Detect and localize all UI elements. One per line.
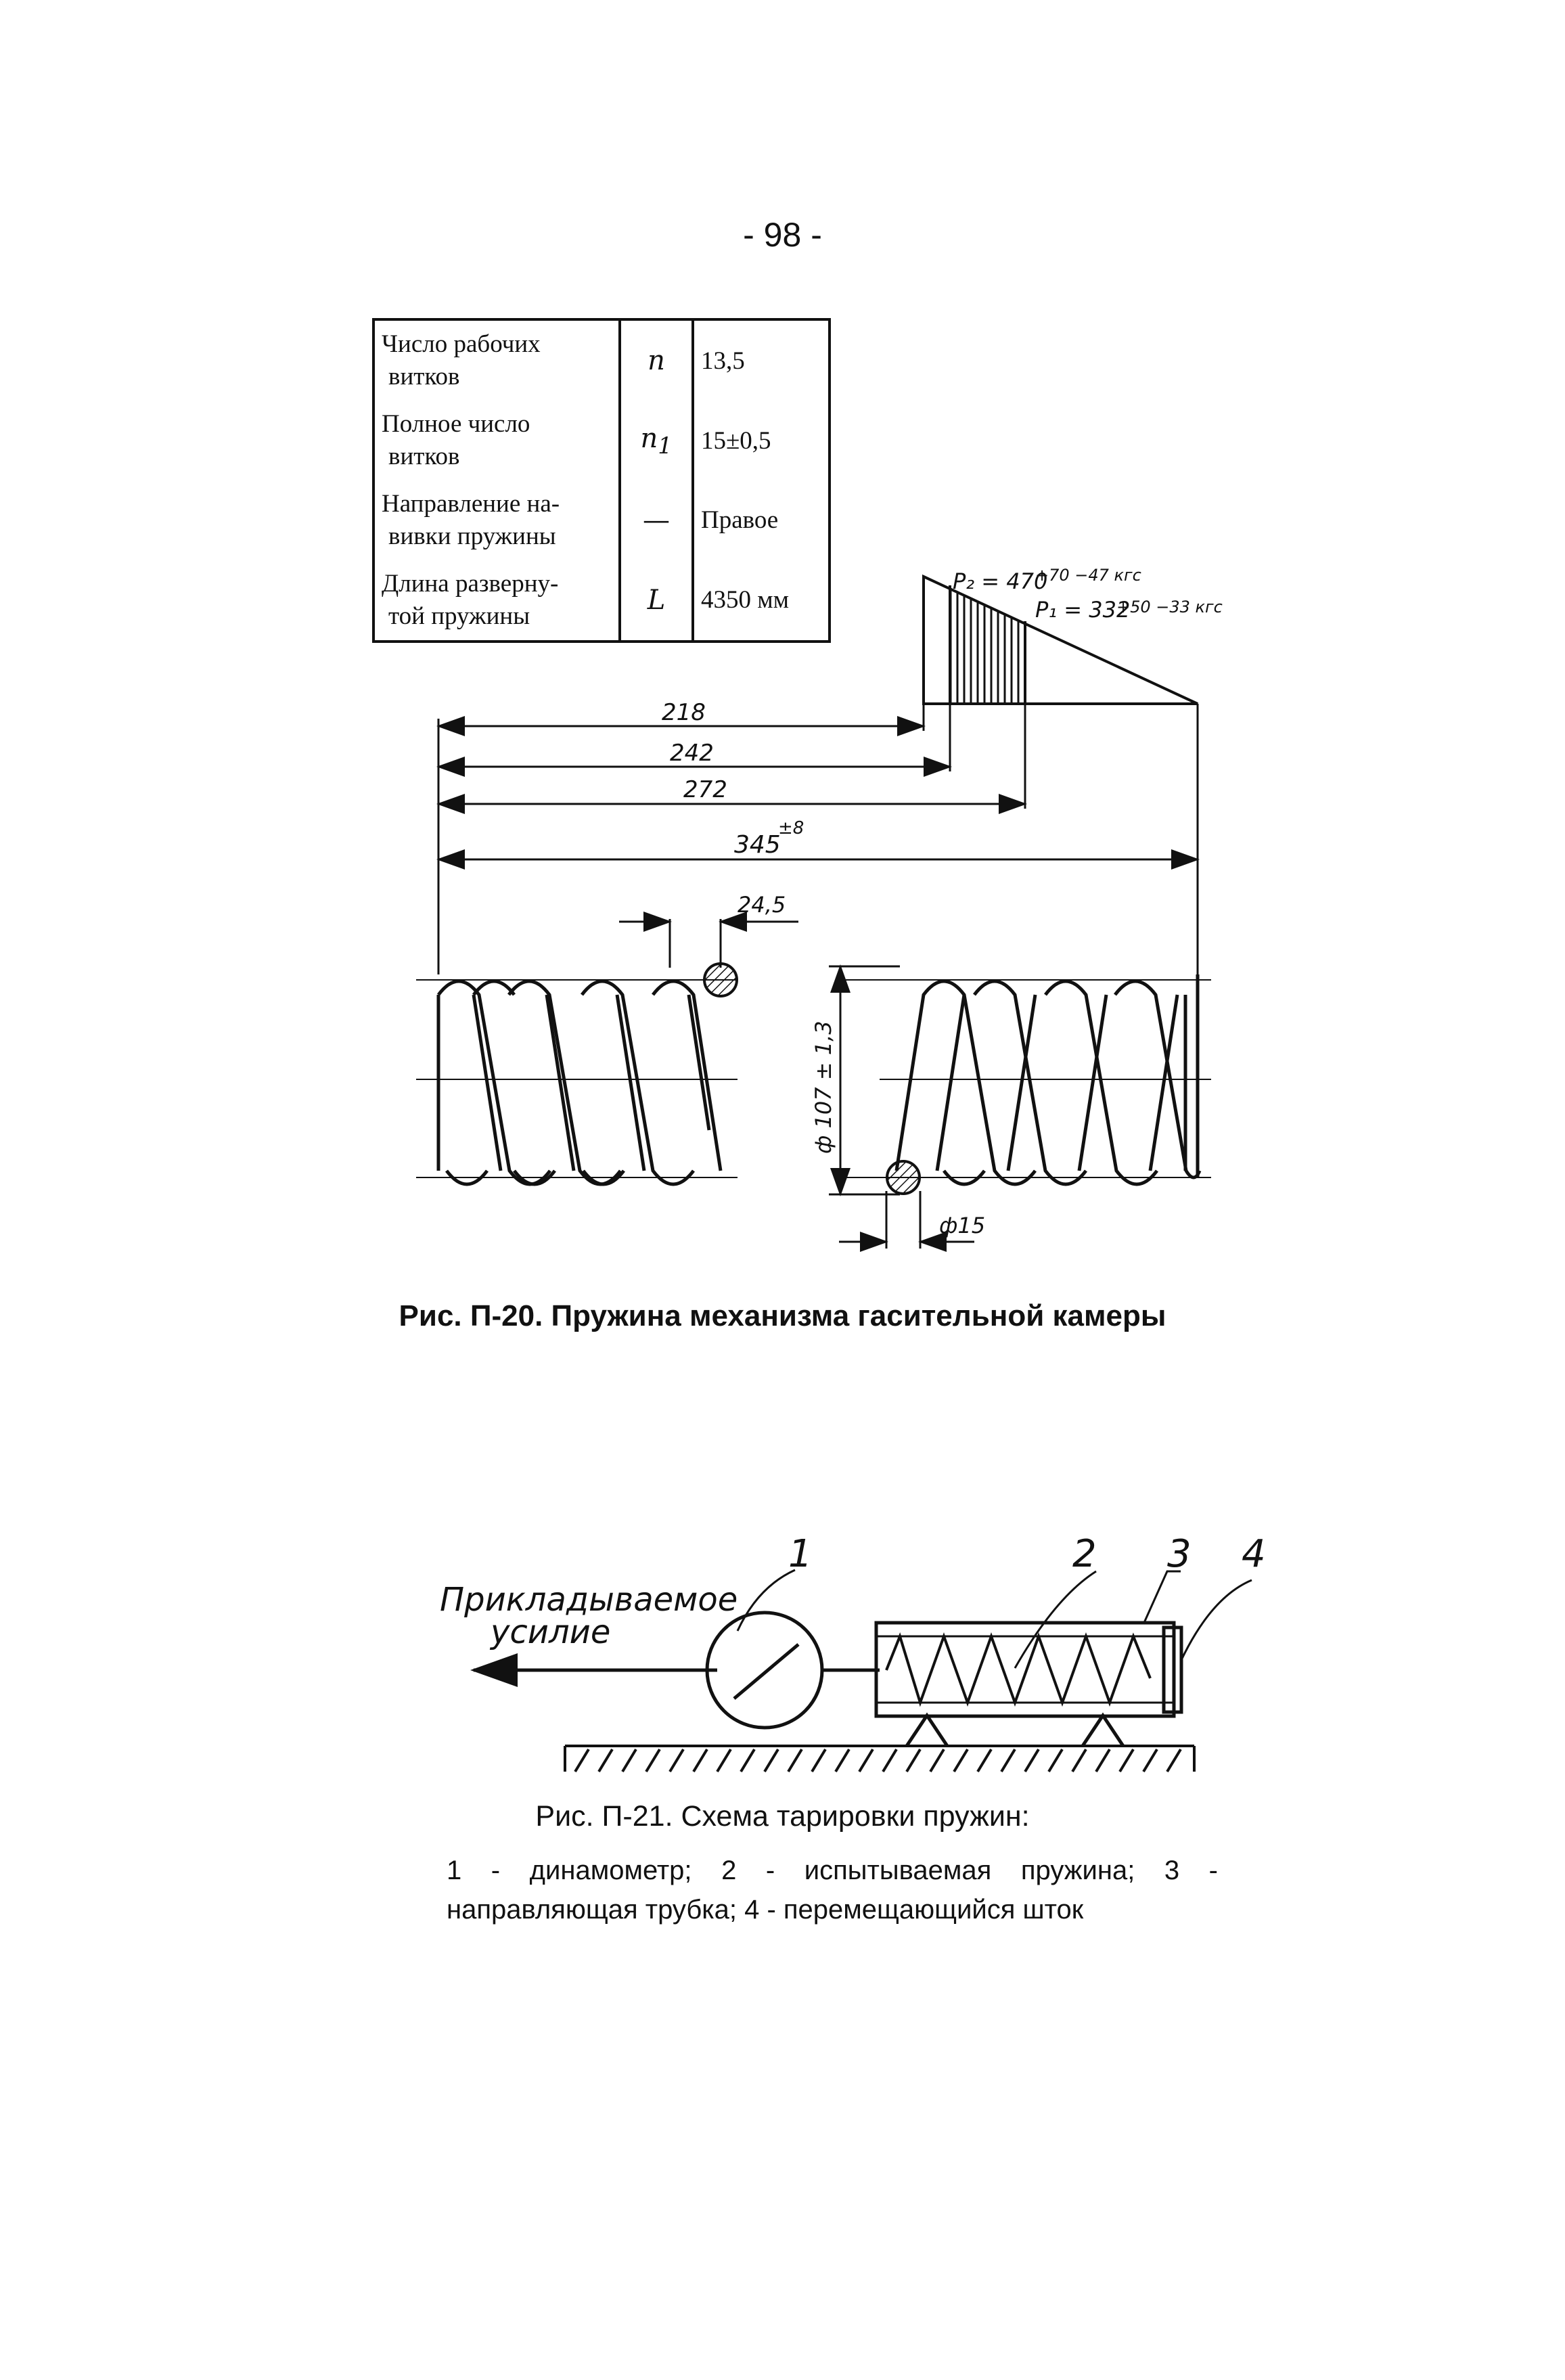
force-p2-tolerance: +70 −47 кгс <box>1035 566 1141 585</box>
dim-242: 242 <box>670 740 714 767</box>
row-value: Правое <box>693 480 830 560</box>
figure-caption-p20: Рис. П-20. Пружина механизма гасительной камеры <box>399 1299 1166 1332</box>
label-line: витков <box>388 363 460 391</box>
dim-pitch: 24,5 <box>738 892 786 918</box>
label-line: той пружины <box>388 602 530 630</box>
supports <box>907 1715 1123 1746</box>
calibration-scheme <box>0 1523 1565 1793</box>
outer-diameter-dimension <box>829 966 974 1249</box>
figure-caption-p21: Рис. П-21. Схема тарировки пружин: <box>535 1800 1030 1833</box>
row-value: 4350 мм <box>693 560 830 642</box>
dim-345: 345 <box>734 831 781 859</box>
callout-3: 3 <box>1167 1532 1192 1576</box>
figure-legend-p21: 1 - динамометр; 2 - испытываемая пружина; 3 - направляющая трубка; 4 - перемещающийся шток <box>447 1856 1218 1925</box>
wire-section-top <box>704 964 737 996</box>
label-line: вивки пружины <box>388 522 556 550</box>
length-dimensions <box>438 704 1198 974</box>
base-ground <box>565 1746 1194 1772</box>
spring-right-section <box>836 974 1211 1184</box>
dim-wire-diameter: ф15 <box>939 1213 986 1238</box>
spring-left-section <box>416 980 738 1184</box>
callout-1: 1 <box>788 1532 813 1576</box>
force-p2-label: P₂ = 470 <box>953 568 1048 594</box>
dim-218: 218 <box>662 699 706 726</box>
symbol: n <box>648 345 665 377</box>
test-spring <box>886 1636 1150 1703</box>
symbol: n <box>640 422 658 454</box>
label-line: Число рабочих <box>382 330 541 359</box>
callout-4: 4 <box>1242 1532 1266 1576</box>
dim-272: 272 <box>683 776 727 803</box>
symbol: L <box>647 584 666 616</box>
label-line: Направление на- <box>382 489 560 518</box>
symbol-subscript: 1 <box>658 432 673 459</box>
wire-section-bottom <box>887 1161 920 1194</box>
force-p1-label: P₁ = 332 <box>1035 597 1131 623</box>
label-line: Длина разверну- <box>382 569 559 598</box>
force-label-line2: усилие <box>491 1613 611 1651</box>
label-line: витков <box>388 443 460 471</box>
dim-outer-diameter: ф 107 ± 1,3 <box>811 1020 836 1154</box>
row-value: 15±0,5 <box>693 401 830 480</box>
force-label-line1: Прикладываемое <box>440 1581 738 1619</box>
dim-345-tolerance: ±8 <box>778 818 804 838</box>
force-diagram <box>924 566 1223 704</box>
symbol: — <box>643 504 670 536</box>
label-line: Полное число <box>382 410 530 439</box>
dynamometer <box>707 1613 880 1728</box>
row-value: 13,5 <box>693 319 830 401</box>
callout-2: 2 <box>1072 1532 1097 1576</box>
page-number: - 98 - <box>743 216 822 254</box>
force-p1-tolerance: +50 −33 кгс <box>1116 598 1223 616</box>
pitch-dimension <box>619 919 798 968</box>
